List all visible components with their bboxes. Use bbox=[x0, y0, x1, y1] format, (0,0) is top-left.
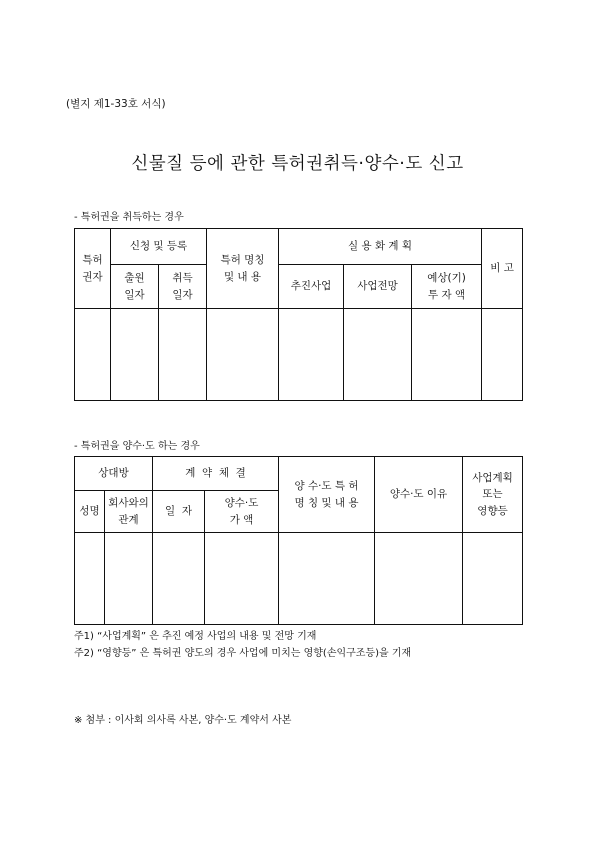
note-2: 주2) “영향등” 은 특허권 양도의 경우 사업에 미치는 영향(손익구조등)을 기재 bbox=[74, 648, 412, 659]
cell-remarks[interactable] bbox=[482, 309, 523, 401]
cell-business-plan[interactable] bbox=[463, 533, 523, 625]
header-application-registration: 신청 및 등록 bbox=[111, 229, 207, 265]
cell-contract-date[interactable] bbox=[153, 533, 205, 625]
header-name: 성명 bbox=[75, 491, 105, 533]
cell-transfer-price[interactable] bbox=[205, 533, 279, 625]
patent-acquisition-table bbox=[74, 228, 523, 401]
header-patent-holder: 특허 권자 bbox=[75, 229, 111, 309]
page-title: 신물질 등에 관한 특허권취득·양수·도 신고 bbox=[131, 154, 464, 174]
header-contract: 계 약 체 결 bbox=[153, 457, 279, 491]
header-filing-date: 출원 일자 bbox=[111, 265, 159, 309]
section2-heading: - 특허권을 양수·도 하는 경우 bbox=[74, 441, 200, 452]
header-transfer-price: 양수·도 가 액 bbox=[205, 491, 279, 533]
form-number: (별지 제1-33호 서식) bbox=[66, 98, 166, 110]
header-counterparty: 상대방 bbox=[75, 457, 153, 491]
header-transfer-patent: 양 수·도 특 허 명 칭 및 내 용 bbox=[279, 457, 375, 533]
cell-acquisition-date[interactable] bbox=[159, 309, 207, 401]
table-row bbox=[75, 309, 523, 401]
note-1: 주1) “사업계획” 은 추진 예정 사업의 내용 및 전망 기재 bbox=[74, 631, 317, 642]
section1-heading: - 특허권을 취득하는 경우 bbox=[74, 212, 184, 223]
cell-project[interactable] bbox=[279, 309, 344, 401]
header-contract-date: 일 자 bbox=[153, 491, 205, 533]
cell-transfer-reason[interactable] bbox=[375, 533, 463, 625]
patent-transfer-table bbox=[74, 456, 523, 625]
table-row bbox=[75, 533, 523, 625]
cell-name[interactable] bbox=[75, 533, 105, 625]
cell-relation[interactable] bbox=[105, 533, 153, 625]
notes bbox=[74, 628, 411, 662]
header-investment: 예상(기) 투 자 액 bbox=[412, 265, 482, 309]
header-relation: 회사와의 관계 bbox=[105, 491, 153, 533]
header-remarks: 비 고 bbox=[482, 229, 523, 309]
header-project: 추진사업 bbox=[279, 265, 344, 309]
header-business-plan: 사업계획 또는 영향등 bbox=[463, 457, 523, 533]
header-transfer-reason: 양수·도 이유 bbox=[375, 457, 463, 533]
cell-investment[interactable] bbox=[412, 309, 482, 401]
cell-transfer-patent[interactable] bbox=[279, 533, 375, 625]
header-patent-name-content: 특허 명칭 및 내 용 bbox=[207, 229, 279, 309]
cell-patent-name-content[interactable] bbox=[207, 309, 279, 401]
cell-patent-holder[interactable] bbox=[75, 309, 111, 401]
header-acquisition-date: 취득 일자 bbox=[159, 265, 207, 309]
cell-filing-date[interactable] bbox=[111, 309, 159, 401]
cell-outlook[interactable] bbox=[344, 309, 412, 401]
header-outlook: 사업전망 bbox=[344, 265, 412, 309]
attachment-note: ※ 첨부 : 이사회 의사록 사본, 양수·도 계약서 사본 bbox=[74, 715, 292, 726]
header-commercialization-plan: 실 용 화 계 획 bbox=[279, 229, 482, 265]
